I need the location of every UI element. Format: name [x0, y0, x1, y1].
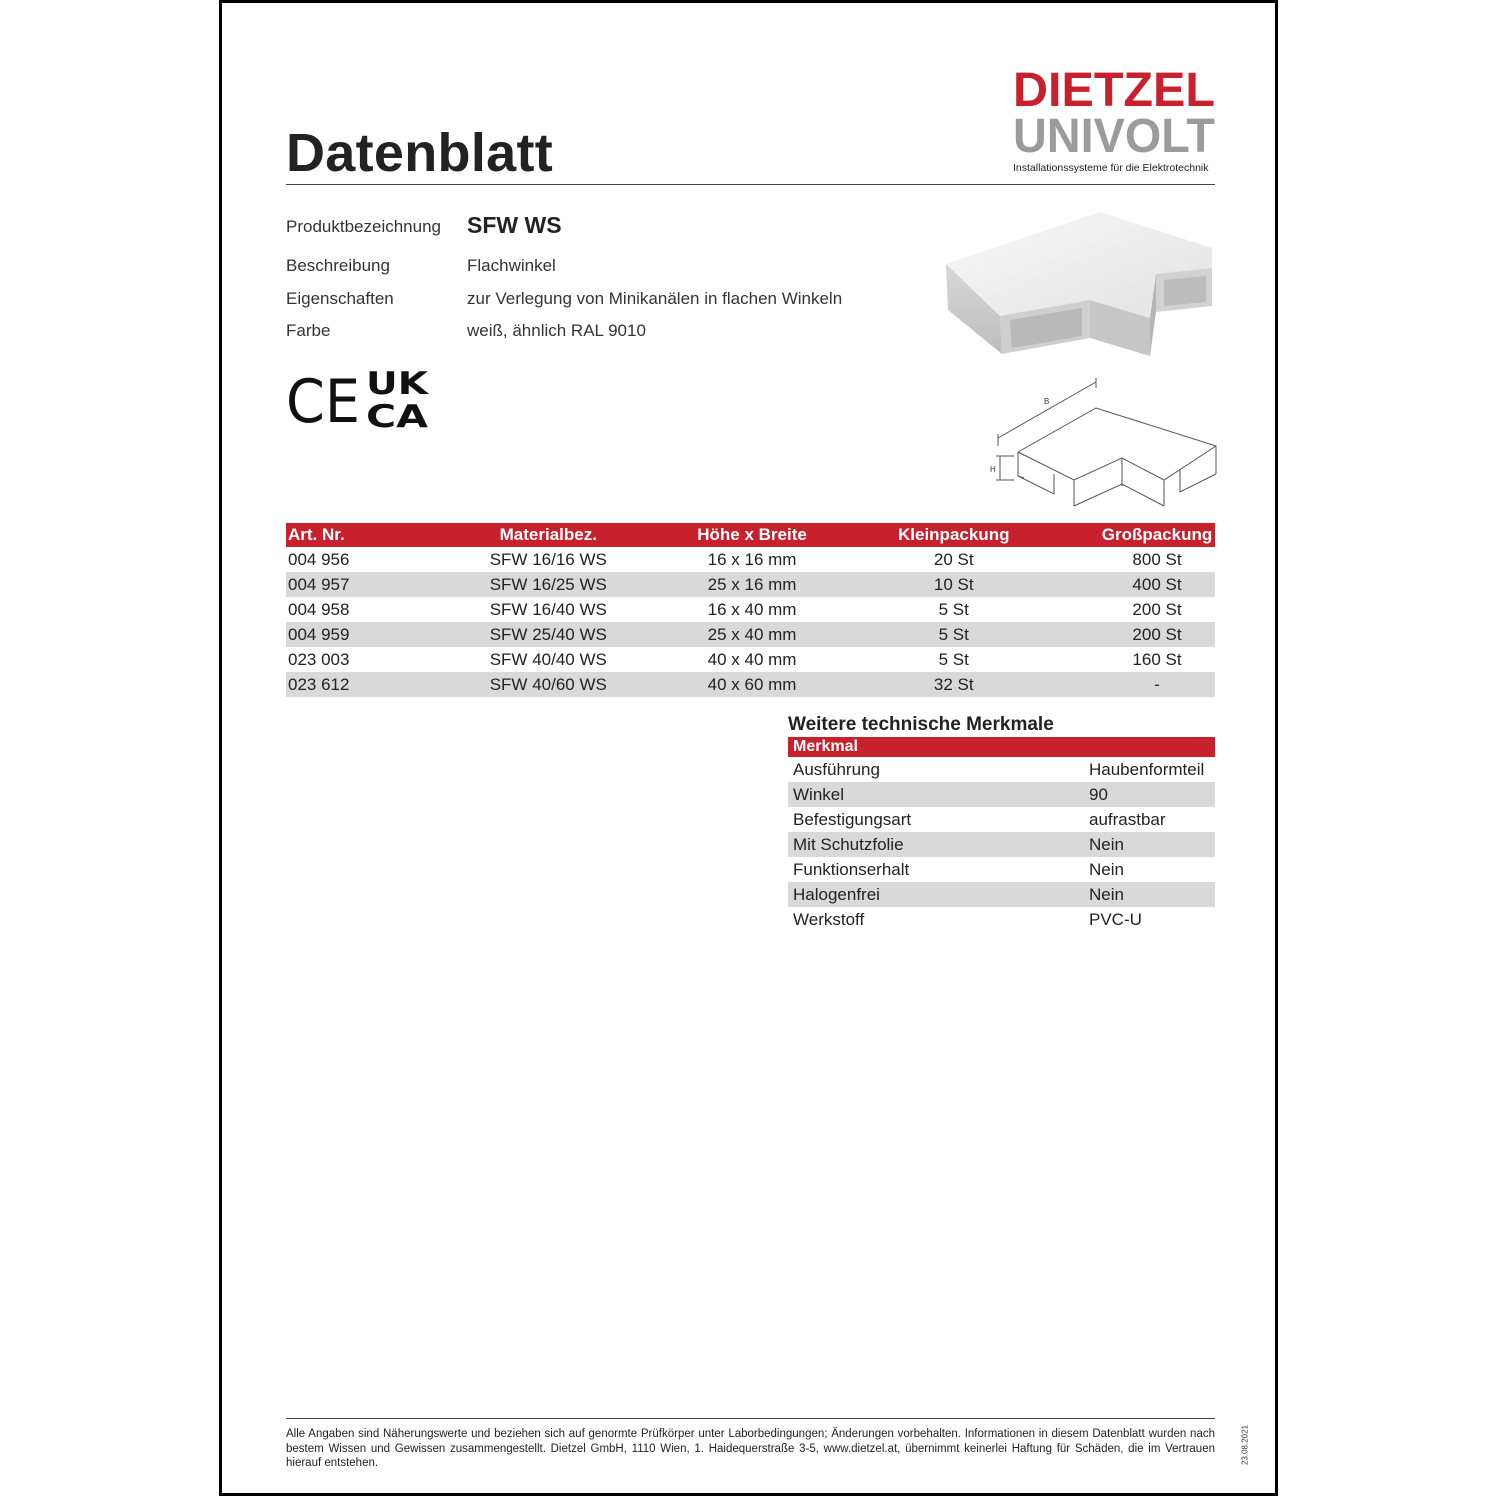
cell-hoehe-breite: 40 x 40 mm — [707, 650, 797, 669]
document-date-text: 23.08.2021 — [1240, 1424, 1250, 1466]
feature-name: Werkstoff — [793, 910, 865, 929]
page-title: Datenblatt — [286, 123, 554, 183]
ce-ukca-mark-icon — [286, 366, 430, 430]
col-header-art-nr: Art. Nr. — [286, 523, 401, 547]
feature-name: Funktionserhalt — [793, 860, 910, 879]
col-header-merkmal: Merkmal — [788, 737, 1215, 757]
cell-art-nr: 004 957 — [286, 572, 401, 597]
cell-materialbez: SFW 16/40 WS — [489, 600, 607, 619]
article-table-header — [286, 523, 1215, 547]
table-row — [788, 757, 1215, 782]
title-divider — [286, 184, 1215, 185]
cell-grosspackung: 160 St — [1132, 650, 1182, 669]
article-table — [286, 523, 1215, 697]
cell-materialbez: SFW 40/40 WS — [489, 650, 607, 669]
cell-grosspackung: 200 St — [1132, 600, 1182, 619]
cell-materialbez: SFW 16/25 WS — [401, 572, 696, 597]
cell-hoehe-breite: 25 x 16 mm — [696, 572, 809, 597]
cell-art-nr: 023 612 — [286, 672, 401, 697]
logo-dietzel-text: DIETZEL — [1013, 66, 1215, 117]
tech-features-table — [788, 737, 1215, 932]
cell-kleinpackung: 5 St — [808, 622, 1099, 647]
tech-table-header — [788, 737, 1215, 757]
table-row — [286, 547, 1215, 572]
feature-value: Nein — [1089, 860, 1124, 879]
document-date — [1230, 1420, 1260, 1470]
label-produktbezeichnung: Produktbezeichnung — [286, 217, 442, 236]
value-eigenschaften: zur Verlegung von Minikanälen in flachen Winkeln — [467, 289, 843, 308]
feature-value: PVC-U — [1089, 910, 1142, 929]
ukca-line1-text: UK — [366, 366, 430, 402]
cell-materialbez: SFW 16/16 WS — [489, 550, 607, 569]
feature-name: Winkel — [788, 782, 1084, 807]
value-farbe: weiß, ähnlich RAL 9010 — [467, 321, 646, 340]
dimension-h-label: H — [990, 465, 996, 474]
table-row — [788, 782, 1215, 807]
table-row — [286, 647, 1215, 672]
cell-materialbez: SFW 25/40 WS — [401, 622, 696, 647]
table-row — [788, 907, 1215, 932]
feature-value: aufrastbar — [1089, 810, 1166, 829]
label-beschreibung: Beschreibung — [286, 256, 390, 275]
table-row — [286, 672, 1215, 697]
table-row — [788, 832, 1215, 857]
col-header-materialbez: Materialbez. — [401, 523, 696, 547]
cell-grosspackung: - — [1099, 672, 1215, 697]
value-beschreibung: Flachwinkel — [467, 256, 556, 275]
cell-art-nr: 023 003 — [288, 650, 350, 669]
cell-art-nr: 004 958 — [288, 600, 350, 619]
cell-hoehe-breite: 40 x 60 mm — [696, 672, 809, 697]
cell-art-nr: 004 959 — [286, 622, 401, 647]
ce-mark-text: CE — [286, 367, 360, 430]
col-header-kleinpackung: Kleinpackung — [808, 523, 1099, 547]
feature-name: Mit Schutzfolie — [788, 832, 1084, 857]
cell-art-nr: 004 956 — [288, 550, 350, 569]
cell-materialbez: SFW 40/60 WS — [401, 672, 696, 697]
cell-hoehe-breite: 16 x 40 mm — [707, 600, 797, 619]
logo-univolt-text: UNIVOLT — [1013, 110, 1215, 163]
feature-name: Befestigungsart — [793, 810, 912, 829]
tech-section-title: Weitere technische Merkmale — [788, 714, 1054, 735]
col-header-grosspackung: Großpackung — [1099, 523, 1215, 547]
feature-value: Haubenformteil — [1089, 760, 1205, 779]
feature-value: Nein — [1084, 882, 1215, 907]
cell-kleinpackung: 20 St — [933, 550, 974, 569]
cell-kleinpackung: 5 St — [938, 650, 969, 669]
dimension-b-label: B — [1044, 397, 1050, 406]
cell-grosspackung: 800 St — [1132, 550, 1182, 569]
label-farbe: Farbe — [286, 321, 331, 340]
technical-drawing — [984, 374, 1220, 508]
cell-kleinpackung: 10 St — [808, 572, 1099, 597]
ukca-line2-text: CA — [366, 399, 429, 430]
cell-hoehe-breite: 16 x 16 mm — [707, 550, 797, 569]
col-header-hoehe-breite: Höhe x Breite — [696, 523, 809, 547]
feature-value: Nein — [1084, 832, 1215, 857]
table-row — [788, 807, 1215, 832]
table-row — [286, 597, 1215, 622]
cell-hoehe-breite: 25 x 40 mm — [696, 622, 809, 647]
table-row — [286, 622, 1215, 647]
label-eigenschaften: Eigenschaften — [286, 289, 394, 308]
feature-name: Halogenfrei — [788, 882, 1084, 907]
footer-disclaimer: Alle Angaben sind Näherungswerte und beziehen sich auf genormte Prüfkörper unter Laborbedingungen; Änderungen vorbehalten. Informationen in diesem Datenblatt wurden nach bestem Wissen und Gewissen zusammengestellt. Dietzel GmbH, 1110 Wien, 1. Haidequerstraße 3-5, www.dietzel.at, übernimmt keinerlei Haftung für Schäden, die im Vertrauen hierauf entstehen. — [286, 1428, 1215, 1469]
table-row — [788, 882, 1215, 907]
value-produktbezeichnung: SFW WS — [467, 212, 562, 238]
product-photo — [940, 208, 1218, 364]
cell-kleinpackung: 32 St — [808, 672, 1099, 697]
footer-divider — [286, 1418, 1215, 1419]
table-row — [788, 857, 1215, 882]
feature-value: 90 — [1084, 782, 1215, 807]
cell-grosspackung: 200 St — [1099, 622, 1215, 647]
logo-tagline: Installationssysteme für die Elektrotechnik — [1013, 162, 1209, 174]
cell-grosspackung: 400 St — [1099, 572, 1215, 597]
feature-name: Ausführung — [793, 760, 880, 779]
table-row — [286, 572, 1215, 597]
cell-kleinpackung: 5 St — [938, 600, 969, 619]
